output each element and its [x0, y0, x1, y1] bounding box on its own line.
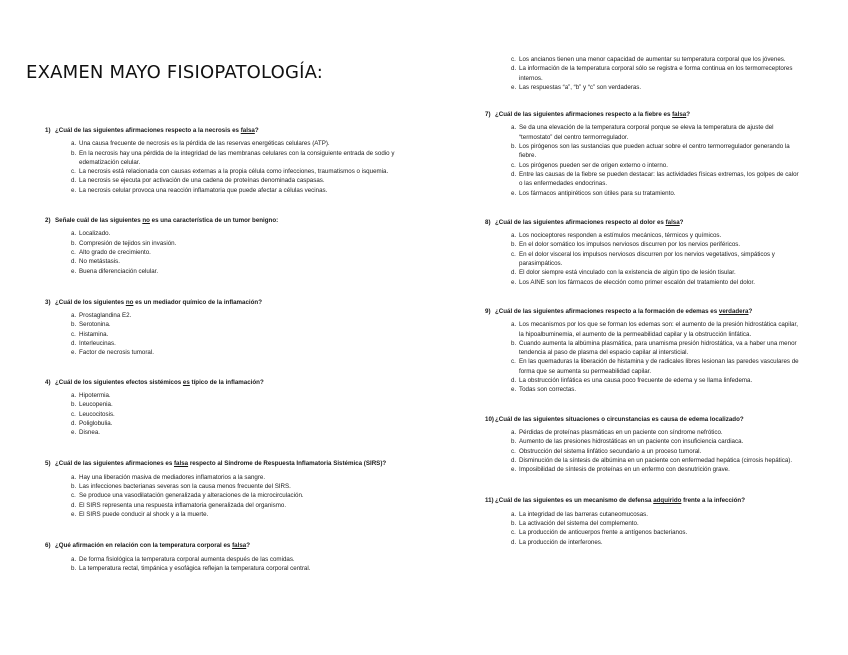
question-title: [470, 415, 800, 424]
question-keyword: falsa: [173, 460, 189, 468]
answer-option: [30, 167, 402, 176]
question-number: 2): [45, 217, 51, 225]
answer-option: [30, 482, 402, 491]
answer-option: [30, 257, 402, 266]
question-text: ¿Cuál de los siguientes: [55, 298, 126, 306]
option-text: Leucopenia.: [79, 401, 113, 409]
question-text: ¿Cuál de las siguientes afirmaciones respecto a la formación de edemas es: [495, 307, 719, 315]
question-number: 11): [485, 497, 494, 505]
question-number: 7): [485, 111, 491, 119]
option-text: Disnea.: [79, 429, 100, 437]
question-number: 8): [485, 218, 491, 226]
question-number: 10): [485, 415, 494, 423]
options-list: [30, 473, 402, 519]
option-text: La necrosis está relacionada con causas externas a la propia célula como infecciones, traumatismos o isquemia.: [79, 168, 389, 176]
question-title: [30, 298, 402, 307]
option-text: Entre las causas de la fiebre se pueden destacar: las actividades físicas extremas, los golpes de calor o las enfermedades endocrinas.: [519, 170, 799, 188]
option-text: Los mecanismos por los que se forman los edemas son: el aumento de la presión hidrostática capilar, la hipoalbuminemia, el aumento de la permeabilidad capilar y la obstrucción linfática.: [519, 321, 798, 338]
question-text-end: ?: [748, 307, 753, 315]
answer-option: [30, 320, 402, 329]
answer-option: [470, 376, 800, 385]
question-text: ¿Cuál de las siguientes situaciones o circunstancias es causa de edema localizado?: [495, 415, 744, 423]
question-text: ¿Cuál de las siguientes es un mecanismo de defensa: [495, 497, 654, 505]
question-number: 3): [45, 298, 51, 306]
question: [470, 110, 800, 198]
option-letter: c.: [71, 330, 76, 338]
question-text-end: frente a la infección?: [681, 497, 745, 505]
question-keyword: verdadera: [718, 307, 749, 315]
question-keyword: falsa: [665, 218, 680, 226]
answer-option: [30, 473, 402, 482]
question-text: ¿Qué afirmación en relación con la temperatura corporal es: [55, 542, 233, 550]
option-text: Los pirógenos pueden ser de origen externo o interno.: [519, 161, 668, 169]
answer-option: [470, 142, 800, 161]
option-letter: d.: [71, 258, 77, 266]
option-text: La temperatura rectal, timpánica y esofágica reflejan la temperatura corporal central.: [79, 564, 311, 572]
option-letter: a.: [71, 555, 77, 563]
answer-option: [470, 268, 800, 277]
option-text: Los ancianos tienen una menor capacidad de aumentar su temperatura corporal que los jóvenes.: [519, 56, 786, 63]
question-keyword: es: [182, 378, 190, 386]
answer-option: [470, 189, 800, 198]
question-text: ¿Cuál de las siguientes afirmaciones respecto a la necrosis es: [55, 127, 241, 134]
option-text: Los nociceptores responden a estímulos mecánicos, térmicos y químicos.: [519, 232, 722, 240]
options-list: [470, 320, 800, 394]
option-letter: e.: [511, 386, 517, 394]
answer-option: [30, 410, 402, 419]
option-letter: b.: [511, 438, 517, 446]
answer-option: [470, 385, 800, 394]
option-letter: a.: [511, 510, 517, 518]
answer-option: [470, 357, 800, 376]
option-text: Disminución de la síntesis de albúmina en un paciente con enfermedad hepática (cirrosis hepática).: [519, 456, 793, 464]
option-text: Pérdidas de proteínas plasmáticas en un paciente con síndrome nefrótico.: [519, 428, 723, 436]
option-letter: d.: [511, 538, 517, 546]
answer-option: [30, 510, 402, 519]
question-number: 1): [45, 127, 51, 134]
question-text-end: típico de la inflamación?: [189, 378, 264, 386]
option-text: Histamina.: [79, 330, 109, 338]
option-letter: c.: [511, 447, 516, 455]
option-text: Aumento de las presiones hidrostáticas en un paciente con insuficiencia cardiaca.: [519, 438, 744, 446]
option-text: La producción de anticuerpos frente a antígenos bacterianos.: [519, 529, 688, 537]
option-text: Cuando aumenta la albúmina plasmática, para unamisma presión hidrostática, va a haber una menor tendencia al paso de plasma del espacio capilar al intersticial.: [519, 339, 797, 357]
left-column: [30, 126, 402, 591]
question-title: [470, 496, 800, 505]
option-letter: d.: [511, 269, 517, 277]
answer-option: [470, 320, 800, 339]
option-text: Se produce una vasodilatación generalizada y alteraciones de la microcirculación.: [79, 492, 304, 500]
answer-option: [30, 176, 402, 185]
option-text: Una causa frecuente de necrosis es la pérdida de las reservas energéticas celulares (ATP).: [79, 140, 330, 148]
question-keyword: adquirido: [653, 497, 682, 505]
options-list: [30, 229, 402, 275]
option-letter: b.: [511, 339, 517, 347]
option-text: Leucocitosis.: [79, 410, 115, 418]
options-list: [470, 231, 800, 287]
question: [470, 496, 800, 546]
answer-option: [470, 447, 800, 456]
question: [470, 307, 800, 395]
answer-option: [30, 186, 402, 195]
option-letter: d.: [71, 501, 77, 509]
options-list: [30, 139, 402, 195]
question-title: [470, 307, 800, 316]
question-keyword: falsa: [672, 111, 687, 119]
right-column: [470, 55, 800, 565]
option-text: La producción de interferones.: [519, 538, 603, 546]
answer-option: [470, 528, 800, 537]
question-number: 4): [45, 378, 51, 386]
option-text: En el dolor somático los impulsos nerviosos discurren por los nervios periféricos.: [519, 241, 741, 249]
question-text-end: ?: [686, 111, 690, 119]
option-text: Interleucinas.: [79, 340, 116, 348]
option-letter: a.: [511, 428, 517, 436]
option-letter: a.: [71, 312, 77, 320]
option-letter: c.: [511, 56, 516, 63]
question: [30, 541, 402, 573]
option-letter: b.: [71, 564, 77, 572]
option-letter: a.: [71, 230, 77, 238]
option-letter: c.: [511, 250, 516, 258]
question-text: Señale cuál de las siguientes: [55, 217, 143, 225]
question-number: 6): [45, 542, 51, 550]
option-text: Localizado.: [79, 230, 111, 238]
option-letter: e.: [71, 510, 77, 518]
option-text: Buena diferenciación celular.: [79, 267, 159, 275]
option-letter: d.: [71, 177, 77, 185]
option-letter: b.: [511, 241, 517, 249]
option-text: El SIRS representa una respuesta inflamatoria generalizada del organismo.: [79, 501, 287, 509]
answer-option: [470, 55, 800, 64]
option-letter: b.: [71, 401, 77, 409]
option-text: Se da una elevación de la temperatura corporal porque se eleva la temperatura de ajuste del “termostato” del centro termorregulador.: [519, 124, 774, 141]
question-title: [30, 459, 402, 468]
question: [30, 216, 402, 276]
question-text: ¿Cuál de las siguientes afirmaciones respecto a la fiebre es: [495, 111, 673, 119]
option-text: La información de la temperatura corporal sólo se registra e forma continua en los termorreceptores internos.: [519, 65, 793, 82]
option-letter: b.: [71, 321, 77, 329]
answer-option: [30, 330, 402, 339]
question-text-end: ?: [679, 218, 684, 226]
answer-option: [470, 161, 800, 170]
question: [30, 459, 402, 519]
answer-option: [470, 538, 800, 547]
option-letter: c.: [71, 410, 76, 418]
answer-option: [30, 239, 402, 248]
option-letter: b.: [511, 519, 517, 527]
question-text-end: ?: [246, 542, 250, 550]
option-letter: a.: [71, 140, 77, 148]
question-title: [30, 541, 402, 550]
question: [470, 218, 800, 287]
question-number: 5): [45, 460, 51, 468]
option-text: Todas son correctas.: [519, 386, 577, 394]
option-letter: a.: [511, 321, 517, 329]
option-text: En la necrosis hay una pérdida de la integridad de las membranas celulares con la consiguiente entrada de sodio y edematización celular.: [79, 149, 395, 166]
options-list: [30, 555, 402, 574]
question-title: [30, 216, 402, 225]
answer-option: [30, 491, 402, 500]
option-text: De forma fisiológica la temperatura corporal aumenta después de las comidas.: [79, 555, 295, 563]
option-text: Las respuestas “a”, “b” y “c” son verdaderas.: [519, 83, 642, 91]
question-title: [470, 110, 800, 119]
answer-option: [470, 231, 800, 240]
question-title: [30, 126, 402, 135]
option-letter: e.: [71, 267, 77, 275]
option-letter: e.: [511, 278, 517, 286]
answer-option: [30, 139, 402, 148]
option-text: Factor de necrosis tumoral.: [79, 349, 154, 357]
option-letter: e.: [511, 189, 517, 197]
question: [30, 126, 402, 195]
option-letter: c.: [511, 529, 516, 537]
option-text: Imposibilidad de síntesis de proteínas en un enfermo con desnutrición grave.: [519, 466, 730, 474]
question-text: ¿Cuál de las siguientes afirmaciones respecto al dolor es: [495, 218, 666, 226]
option-text: Poliglobulia.: [79, 419, 113, 427]
option-letter: e.: [71, 349, 77, 357]
option-text: En las quemaduras la liberación de histamina y de radicales libres lesionan las paredes vasculares de forma que se aumenta su permeabilidad capilar.: [519, 358, 799, 375]
option-letter: c.: [71, 248, 76, 256]
option-letter: a.: [71, 391, 77, 399]
option-text: No metástasis.: [79, 258, 120, 266]
question-text: ¿Cuál de las siguientes afirmaciones es: [55, 460, 174, 468]
option-letter: b.: [71, 483, 77, 491]
option-text: La activación del sistema del complemento.: [519, 519, 639, 527]
question-text-end: ?: [254, 127, 259, 134]
option-text: Los AINE son los fármacos de elección como primer escalón del tratamiento del dolor.: [519, 278, 755, 286]
question-title: [470, 218, 800, 227]
answer-option: [30, 391, 402, 400]
option-text: La necrosis se ejecuta por activación de una cadena de proteínas denominada caspasas.: [79, 177, 325, 185]
question: [30, 378, 402, 438]
answer-option: [470, 83, 800, 92]
options-list: [470, 510, 800, 547]
option-text: Alto grado de crecimiento.: [79, 248, 151, 256]
question: [470, 415, 800, 475]
continued-options: [470, 55, 800, 92]
answer-option: [30, 348, 402, 357]
question-keyword: falsa: [240, 127, 255, 134]
page-title: EXAMEN MAYO FISIOPATOLOGÍA:: [26, 62, 324, 83]
answer-option: [30, 555, 402, 564]
question-title: [30, 378, 402, 387]
option-text: La necrosis celular provoca una reacción inflamatoria que puede afectar a células vecinas.: [79, 186, 328, 194]
answer-option: [470, 437, 800, 446]
question-text: ¿Cuál de los siguientes efectos sistémicos: [55, 378, 183, 386]
option-text: Compresión de tejidos sin invasión.: [79, 239, 177, 247]
answer-option: [30, 267, 402, 276]
option-text: Las infecciones bacterianas severas son la causa menos frecuente del SIRS.: [79, 483, 291, 491]
option-text: Serotonina.: [79, 321, 111, 329]
question-keyword: falsa: [232, 542, 247, 550]
option-letter: d.: [511, 377, 517, 385]
option-letter: e.: [511, 466, 517, 474]
option-letter: b.: [71, 239, 77, 247]
answer-option: [30, 501, 402, 510]
option-letter: a.: [511, 232, 517, 240]
option-letter: d.: [71, 340, 77, 348]
option-text: En el dolor visceral los impulsos nerviosos discurren por los nervios vegetativos, simpáticos y parasimpáticos.: [519, 250, 775, 268]
question-number: 9): [485, 307, 491, 315]
answer-option: [30, 248, 402, 257]
answer-option: [30, 564, 402, 573]
option-text: Hipotermia.: [79, 391, 111, 399]
option-text: Hay una liberación masiva de mediadores inflamatorios a la sangre.: [79, 473, 266, 481]
answer-option: [470, 465, 800, 474]
answer-option: [30, 311, 402, 320]
option-letter: b.: [71, 149, 77, 157]
option-letter: c.: [511, 358, 516, 366]
answer-option: [470, 123, 800, 142]
answer-option: [470, 339, 800, 358]
question-text-end: es un mediador químico de la inflamación?: [133, 298, 262, 306]
question: [30, 298, 402, 358]
option-letter: c.: [511, 161, 516, 169]
answer-option: [470, 240, 800, 249]
options-list: [470, 428, 800, 474]
answer-option: [470, 278, 800, 287]
answer-option: [470, 428, 800, 437]
question-text-end: es una característica de un tumor benigno:: [149, 217, 279, 225]
option-letter: a.: [71, 473, 77, 481]
option-letter: d.: [511, 456, 517, 464]
option-letter: b.: [511, 143, 517, 151]
option-letter: c.: [71, 492, 76, 500]
option-text: El SIRS puede conducir al shock y a la muerte.: [79, 510, 209, 518]
answer-option: [470, 510, 800, 519]
option-text: La integridad de las barreras cutaneomucosas.: [519, 510, 648, 518]
question-keyword: no: [142, 217, 150, 225]
answer-option: [30, 419, 402, 428]
option-letter: e.: [71, 429, 77, 437]
option-letter: d.: [71, 419, 77, 427]
answer-option: [470, 170, 800, 189]
option-text: Los pirógenos son las sustancias que pueden actuar sobre el centro termorregulador generando la fiebre.: [519, 143, 790, 160]
option-text: Obstrucción del sistema linfático secundario a un proceso tumoral.: [519, 447, 702, 455]
answer-option: [470, 64, 800, 83]
option-letter: e.: [511, 83, 517, 91]
option-letter: e.: [71, 186, 77, 194]
question-keyword: no: [125, 298, 134, 306]
answer-option: [30, 339, 402, 348]
answer-option: [30, 229, 402, 238]
option-text: Los fármacos antipiréticos son útiles para su tratamiento.: [519, 189, 676, 197]
option-text: La obstrucción linfática es una causa poco frecuente de edema y se llama linfedema.: [519, 377, 753, 385]
option-letter: c.: [71, 168, 76, 176]
options-list: [30, 311, 402, 357]
answer-option: [30, 400, 402, 409]
option-letter: d.: [511, 65, 517, 73]
options-list: [30, 391, 402, 437]
option-letter: a.: [511, 124, 517, 132]
answer-option: [470, 519, 800, 528]
options-list: [470, 123, 800, 197]
option-letter: d.: [511, 170, 517, 178]
question-text-end: respecto al Síndrome de Respuesta Inflamatoria Sistémica (SIRS)?: [188, 460, 387, 468]
answer-option: [30, 149, 402, 168]
option-text: Prostaglandina E2.: [79, 312, 132, 320]
option-text: El dolor siempre está vinculado con la existencia de algún tipo de lesión tisular.: [519, 269, 736, 277]
answer-option: [30, 428, 402, 437]
answer-option: [470, 456, 800, 465]
answer-option: [470, 250, 800, 269]
